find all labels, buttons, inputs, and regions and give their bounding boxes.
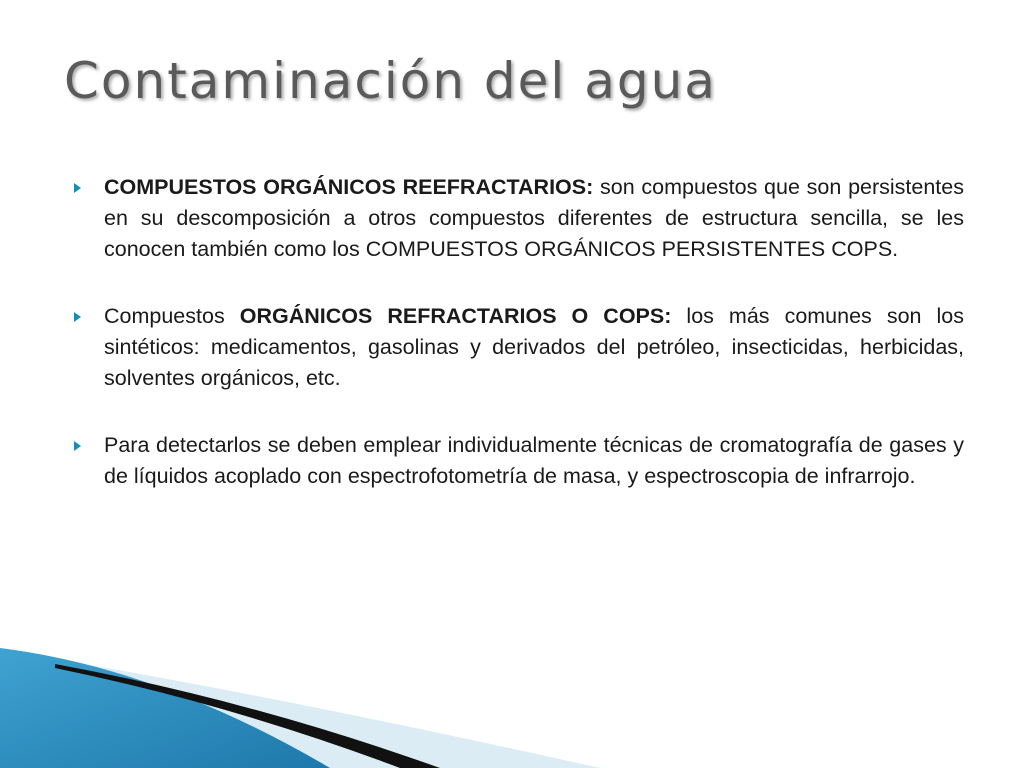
bullet-3-text: Para detectarlos se deben emplear individualmente técnicas de cromatografía de gases y de líquidos acoplado con espectrofotometría de masa, y espectroscopia de infrarrojo. [104, 433, 964, 488]
bullet-1-bold: COMPUESTOS ORGÁNICOS REEFRACTARIOS: [104, 175, 594, 199]
slide-title: Contaminación del agua [64, 52, 717, 110]
bullet-2-text: los más comunes son los sintéticos: medicamentos, gasolinas y derivados del petróleo, insecticidas, herbicidas, solventes orgánicos, etc. [104, 304, 964, 390]
bullet-2-pre: Compuestos [104, 304, 240, 328]
bullet-1-text: son compuestos que son persistentes en su descomposición a otros compuestos diferentes de estructura sencilla, se les conocen también como los COMPUESTOS ORGÁNICOS PERSISTENTES COPS. [104, 175, 964, 261]
bullet-2-bold: ORGÁNICOS REFRACTARIOS O COPS: [239, 304, 672, 328]
